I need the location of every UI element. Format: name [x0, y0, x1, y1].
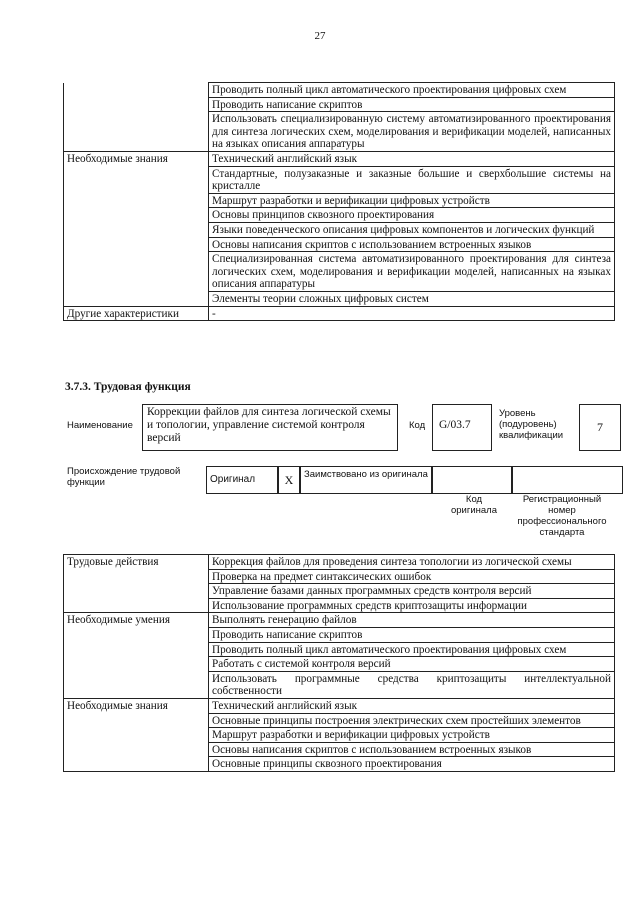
row-label — [64, 252, 209, 292]
table-row — [64, 657, 615, 672]
section-heading: 3.7.3. Трудовая функция — [65, 381, 191, 393]
table-row — [64, 291, 615, 306]
table-row — [64, 208, 615, 223]
table-row — [64, 83, 615, 98]
row-text: Основы написания скриптов с использованием встроенных языков — [209, 237, 615, 252]
level-label: Уровень (подуровень) квалификации — [499, 408, 564, 441]
row-text: Специализированная система автоматизированного проектирования для синтеза логических схем, моделирования и верификации моделей, написанных на языках описания аппаратуры — [209, 252, 615, 292]
row-label — [64, 627, 209, 642]
row-text: Маршрут разработки и верификации цифровых устройств — [209, 728, 615, 743]
function-name-value: Коррекции файлов для синтеза логической схемы и топологии, управление системой контроля версий — [142, 404, 398, 451]
row-label — [64, 757, 209, 772]
registration-caption: Регистрационный номер профессионального стандарта — [517, 494, 607, 538]
row-label — [64, 166, 209, 193]
row-text: Проводить полный цикл автоматического проектирования цифровых схем — [209, 83, 615, 98]
borrowed-label: Заимствовано из оригинала — [300, 466, 432, 494]
original-mark: X — [278, 466, 300, 494]
table-row — [64, 306, 615, 321]
row-label — [64, 208, 209, 223]
row-label — [64, 657, 209, 672]
row-label: Другие характеристики — [64, 306, 209, 321]
table-row — [64, 166, 615, 193]
row-label — [64, 97, 209, 112]
table-row — [64, 613, 615, 628]
qualification-level-value: 7 — [579, 404, 621, 451]
row-text: Маршрут разработки и верификации цифровых устройств — [209, 193, 615, 208]
table-row — [64, 698, 615, 713]
row-text: Использовать программные средства криптозащиты интеллектуальной собственности — [209, 671, 615, 698]
row-label — [64, 291, 209, 306]
row-text: - — [209, 306, 615, 321]
row-text: Основы принципов сквозного проектирования — [209, 208, 615, 223]
top-requirements-table — [63, 82, 615, 321]
top-table-body — [64, 83, 615, 321]
row-label — [64, 222, 209, 237]
row-label — [64, 728, 209, 743]
code-label: Код — [409, 420, 426, 431]
row-label — [64, 642, 209, 657]
row-label — [64, 598, 209, 613]
row-label — [64, 671, 209, 698]
function-code-value: G/03.7 — [432, 404, 492, 451]
table-row — [64, 97, 615, 112]
table-row — [64, 584, 615, 599]
row-text: Использовать специализированную систему автоматизированного проектирования для синтеза логических схем, моделирования и верификации моделей, написанных на языках описания аппаратуры — [209, 112, 615, 152]
bottom-requirements-table — [63, 554, 615, 772]
row-text: Основные принципы сквозного проектирования — [209, 757, 615, 772]
original-label: Оригинал — [206, 466, 278, 494]
row-text: Стандартные, полузаказные и заказные большие и сверхбольшие системы на кристалле — [209, 166, 615, 193]
origin-block — [63, 466, 623, 496]
row-label — [64, 237, 209, 252]
row-label — [64, 742, 209, 757]
labor-function-block — [63, 404, 623, 452]
table-row — [64, 742, 615, 757]
table-row — [64, 222, 615, 237]
row-text: Технический английский язык — [209, 151, 615, 166]
row-text: Выполнять генерацию файлов — [209, 613, 615, 628]
table-row — [64, 642, 615, 657]
origin-label: Происхождение трудовой функции — [67, 466, 181, 488]
row-label: Необходимые умения — [64, 613, 209, 628]
row-label — [64, 83, 209, 98]
table-row — [64, 569, 615, 584]
row-label — [64, 112, 209, 152]
original-code-cell — [432, 466, 512, 494]
code-original-caption: Код оригинала — [450, 494, 497, 516]
registration-number-cell — [512, 466, 623, 494]
row-text: Управление базами данных программных средств контроля версий — [209, 584, 615, 599]
row-text: Проводить написание скриптов — [209, 97, 615, 112]
table-row — [64, 728, 615, 743]
row-text: Коррекция файлов для проведения синтеза топологии из логической схемы — [209, 555, 615, 570]
table-row — [64, 671, 615, 698]
row-label: Трудовые действия — [64, 555, 209, 570]
table-row — [64, 757, 615, 772]
row-text: Технический английский язык — [209, 698, 615, 713]
row-text: Работать с системой контроля версий — [209, 657, 615, 672]
table-row — [64, 237, 615, 252]
row-text: Основные принципы построения электрических схем простейших элементов — [209, 713, 615, 728]
bottom-table-body — [64, 555, 615, 772]
table-row — [64, 112, 615, 152]
row-label — [64, 713, 209, 728]
table-row — [64, 252, 615, 292]
row-label: Необходимые знания — [64, 151, 209, 166]
page-number: 27 — [314, 30, 326, 42]
row-text: Основы написания скриптов с использованием встроенных языков — [209, 742, 615, 757]
table-row — [64, 193, 615, 208]
table-row — [64, 627, 615, 642]
row-label — [64, 193, 209, 208]
row-label — [64, 584, 209, 599]
row-text: Проводить полный цикл автоматического проектирования цифровых схем — [209, 642, 615, 657]
row-text: Проводить написание скриптов — [209, 627, 615, 642]
table-row — [64, 598, 615, 613]
row-text: Языки поведенческого описания цифровых компонентов и логических функций — [209, 222, 615, 237]
name-label: Наименование — [67, 420, 133, 431]
row-label: Необходимые знания — [64, 698, 209, 713]
row-label — [64, 569, 209, 584]
row-text: Проверка на предмет синтаксических ошибок — [209, 569, 615, 584]
table-row — [64, 151, 615, 166]
table-row — [64, 713, 615, 728]
table-row — [64, 555, 615, 570]
row-text: Использование программных средств криптозащиты информации — [209, 598, 615, 613]
row-text: Элементы теории сложных цифровых систем — [209, 291, 615, 306]
